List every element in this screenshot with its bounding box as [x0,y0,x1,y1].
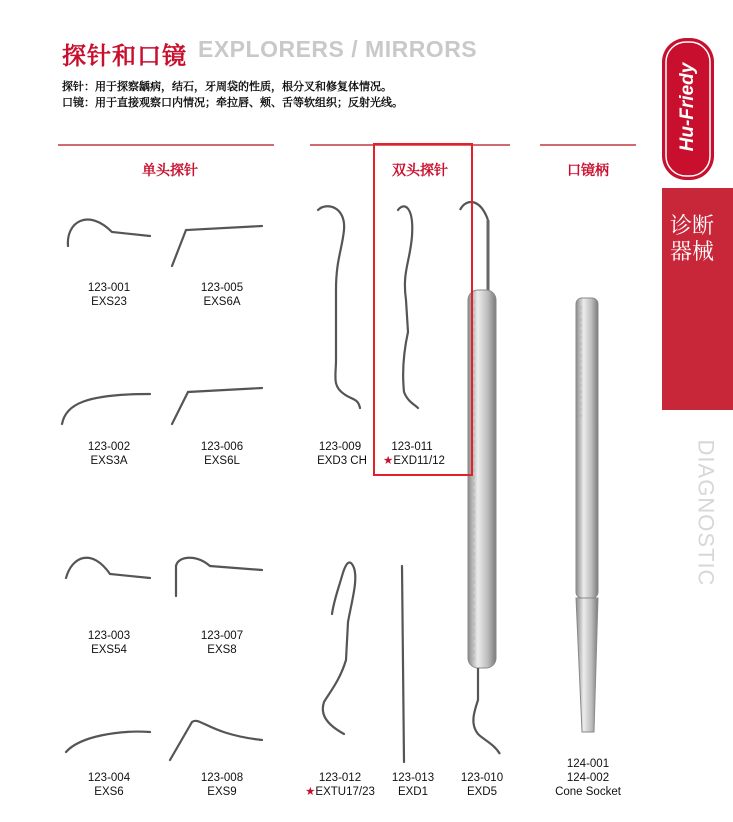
tip-123-004 [66,732,150,752]
item-123-002-name: EXS3A [90,455,128,467]
item-123-007-code: 123-007 [200,630,244,642]
item-123-012-code: 123-012 [318,772,362,784]
section-title-double: 双头探针 [392,163,448,179]
star-icon: ★ [305,786,316,798]
category-title-en: DIAGNOSTIC [693,439,719,587]
item-123-009-name: EXD3 CH [317,455,367,467]
item-123-007-name: EXS8 [207,644,237,656]
page-title-zh: 探针和口镜 [62,42,187,70]
item-123-001-code: 123-001 [87,282,131,294]
item-123-003-name: EXS54 [91,644,127,656]
item-123-011-label [374,454,454,468]
tip-123-007 [176,558,262,596]
item-123-011-code: 123-011 [391,441,433,453]
page-title-en: EXPLORERS / MIRRORS [198,36,478,62]
item-123-004-name: EXS6 [94,786,124,798]
item-123-002-code: 123-002 [87,441,131,453]
item-123-001-name: EXS23 [91,296,127,308]
category-title-zh: 诊断器械 [669,214,714,265]
item-123-011-name: EXD11/12 [393,455,445,467]
mirror-description: 口镜：用于直接观察口内情况；牵拉唇、颊、舌等软组织；反射光线。 [62,96,403,109]
tip-123-012 [323,562,356,734]
item-123-006-code: 123-006 [200,441,244,453]
section-title-handle: 口镜柄 [567,163,609,179]
item-123-005-name: EXS6A [203,296,241,308]
item-123-013-code: 123-013 [391,772,435,784]
item-123-005-code: 123-005 [200,282,244,294]
mirror-handle-124 [576,298,598,732]
section-title-single: 单头探针 [142,163,198,179]
tip-123-013 [402,566,404,762]
item-123-010-name: EXD5 [466,786,498,798]
item-123-008-name: EXS9 [207,786,237,798]
tip-123-005 [172,226,262,266]
item-123-003-code: 123-003 [87,630,131,642]
item-123-012-label [296,785,384,799]
item-123-006-name: EXS6L [204,455,240,467]
item-124-001-code: 124-001 [566,758,610,770]
logo-text: Hu-Friedy [677,62,698,152]
item-123-004-code: 123-004 [87,772,131,784]
item-123-012-name: EXTU17/23 [315,786,375,798]
item-124-name: Cone Socket [555,786,621,798]
item-123-010-code: 123-010 [460,772,504,784]
item-124-002-code: 124-002 [566,772,610,784]
item-123-009-code: 123-009 [318,441,362,453]
explorer-description: 探针：用于探察龋病，结石，牙周袋的性质，根分叉和修复体情况。 [62,80,392,93]
tip-123-008 [170,721,262,760]
tip-123-003 [66,558,150,578]
tip-123-002 [62,394,150,424]
tip-123-006 [172,388,262,424]
item-123-008-code: 123-008 [200,772,244,784]
tip-123-009 [318,206,360,408]
item-123-013-name: EXD1 [397,786,429,798]
tip-123-001 [68,220,150,246]
hu-friedy-logo [660,36,716,182]
highlight-box-123-011 [373,143,473,476]
star-icon: ★ [383,455,394,467]
